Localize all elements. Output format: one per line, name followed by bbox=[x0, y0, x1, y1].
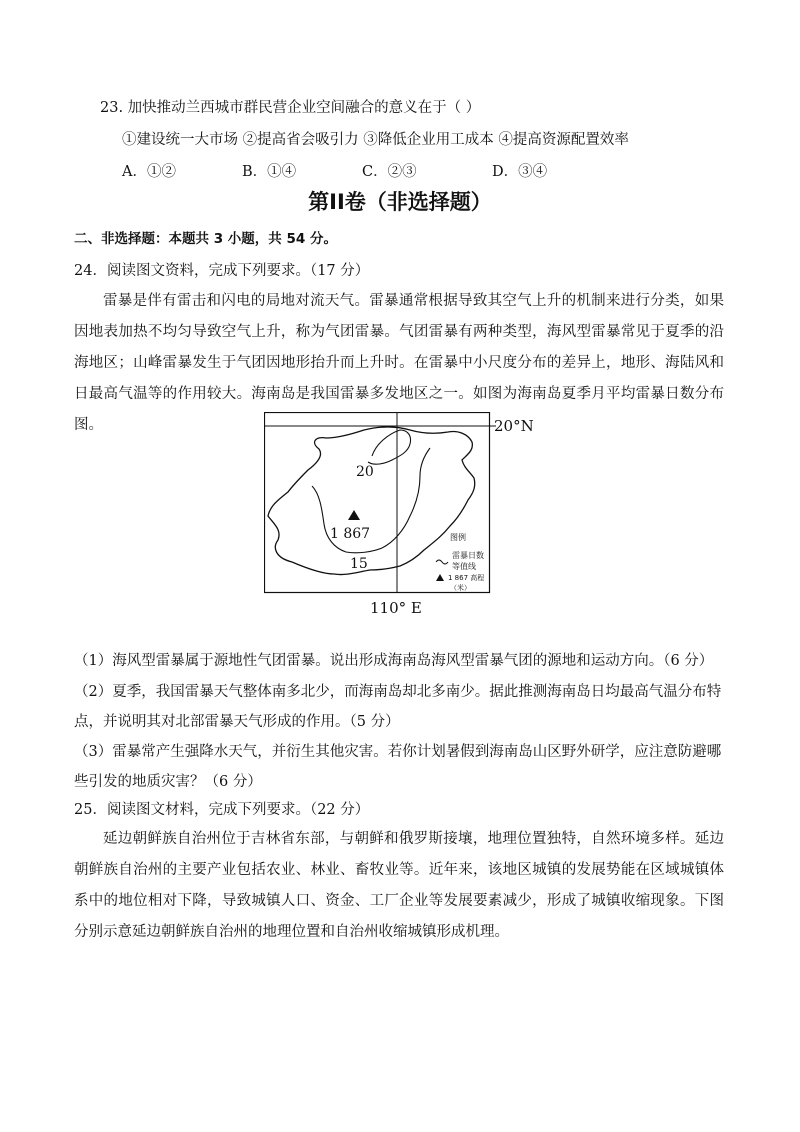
lat-label: 20°N bbox=[494, 417, 534, 435]
choice-c[interactable]: C．②③ bbox=[362, 164, 417, 180]
q23-choices bbox=[122, 162, 682, 182]
q24-sub3: （3）雷暴常产生强降水天气，并衍生其他灾害。若你计划暑假到海南岛山区野外研学，应注意防避哪些引发的地质灾害？（6 分） bbox=[74, 744, 722, 790]
legend-peak-icon bbox=[436, 574, 444, 581]
choice-b[interactable]: B．①④ bbox=[242, 164, 297, 180]
contour-label-20: 20 bbox=[356, 464, 374, 480]
section-heading: 二、非选择题：本题共 3 小题，共 54 分。 bbox=[74, 231, 337, 247]
legend-text-1: 雷暴日数 bbox=[452, 551, 484, 560]
q23-options: ①建设统一大市场 ②提高省会吸引力 ③降低企业用工成本 ④提高资源配置效率 bbox=[122, 132, 629, 148]
q24-passage: 雷暴是伴有雷击和闪电的局地对流天气。雷暴通常根据导致其空气上升的机制来进行分类，如果因地表加热不均匀导致空气上升，称为气团雷暴。气团雷暴有两种类型，海风型雷暴常见于夏季的沿海地区；山峰雷暴发生于气团因地形抬升而上升时。在雷暴中小尺度分布的差异上，地形、海陆风和日最高气温等的作用较大。海南岛是我国雷暴多发地区之一。如图为海南岛夏季月平均雷暴日数分布图。 bbox=[74, 293, 724, 433]
q24-sub2: （2）夏季，我国雷暴天气整体南多北少，而海南岛却北多南少。据此推测海南岛日均最高气温分布特点，并说明其对北部雷暴天气形成的作用。（5 分） bbox=[74, 684, 722, 730]
lon-label: 110° E bbox=[370, 599, 422, 617]
choice-a[interactable]: A．①② bbox=[122, 164, 176, 180]
q24-sub1: （1）海风型雷暴属于源地性气团雷暴。说出形成海南岛海风型雷暴气团的源地和运动方向。（6 分） bbox=[74, 653, 714, 669]
q24-stem: 24．阅读图文资料，完成下列要求。（17 分） bbox=[74, 263, 370, 279]
legend-text-2: 等值线 bbox=[452, 562, 476, 571]
peak-label: 1 867 bbox=[330, 526, 371, 542]
legend-contour-icon bbox=[436, 560, 448, 564]
q23-stem: 23. 加快推动兰西城市群民营企业空间融合的意义在于（ ） bbox=[100, 100, 481, 116]
island-outline bbox=[268, 427, 475, 575]
legend-peak-1: 1 867 高程 bbox=[448, 574, 485, 582]
choice-d[interactable]: D．③④ bbox=[492, 164, 548, 180]
peak-icon bbox=[348, 510, 360, 520]
legend-peak-2: （米） bbox=[450, 584, 471, 592]
q25-passage: 延边朝鲜族自治州位于吉林省东部，与朝鲜和俄罗斯接壤，地理位置独特，自然环境多样。延边朝鲜族自治州的主要产业包括农业、林业、畜牧业等。近年来，该地区城镇的发展势能在区域城镇体系中的地位相对下降，导致城镇人口、资金、工厂企业等发展要素减少，形成了城镇收缩现象。下图分别示意延边朝鲜族自治州的地理位置和自治州收缩城镇形成机理。 bbox=[74, 831, 724, 940]
thunderstorm-map bbox=[264, 412, 540, 622]
legend-title: 图例 bbox=[450, 533, 466, 542]
contour-20 bbox=[368, 430, 411, 464]
q25-stem: 25．阅读图文材料，完成下列要求。（22 分） bbox=[74, 802, 370, 818]
section-title: 第II卷（非选择题） bbox=[308, 190, 492, 214]
contour-label-15: 15 bbox=[350, 556, 368, 572]
